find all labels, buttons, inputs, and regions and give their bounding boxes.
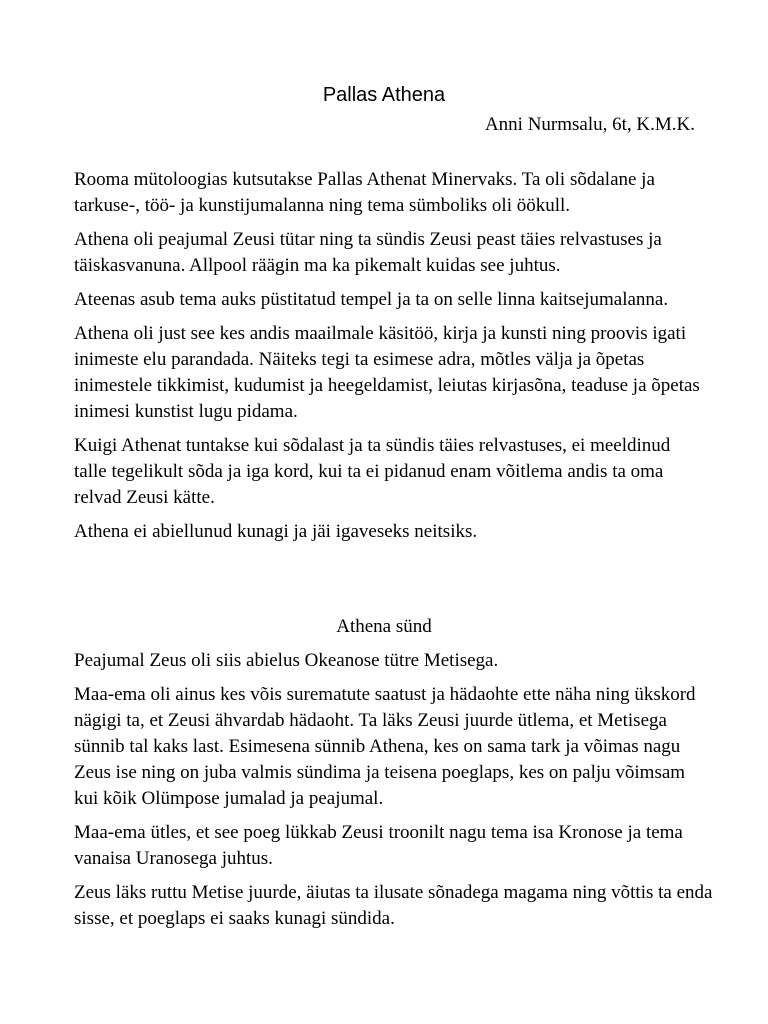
paragraph: Maa-ema oli ainus kes võis surematute saatust ja hädaohte ette näha ning ükskord nägigi ta, et Zeusi ähvardab hädaoht. Ta läks Zeusi juurde ütlema, et Metisega sünnib tal kaks last. Esimesena sünnib Athena, kes on sama tark ja võimas nagu Zeus ise ning on juba valmis sündima ja teisena poeglaps, kes on palju võimsam kui kõik Olümpose jumalad ja peajumal. <box>74 684 696 809</box>
paragraph: Maa-ema ütles, et see poeg lükkab Zeusi troonilt nagu tema isa Kronose ja tema vanaisa Uranosega juhtus. <box>74 822 683 869</box>
paragraph: Athena oli peajumal Zeusi tütar ning ta sündis Zeusi peast täies relvastuses ja täiskasvanuna. Allpool räägin ma ka pikemalt kuidas see juhtus. <box>74 229 662 276</box>
intro-section <box>74 167 704 553</box>
birth-section <box>74 648 714 940</box>
section-heading: Athena sünd <box>336 616 432 637</box>
paragraph: Rooma mütoloogias kutsutakse Pallas Athenat Minervaks. Ta oli sõdalane ja tarkuse-, töö- ja kunstijumalanna ning tema sümboliks oli öökull. <box>74 169 655 216</box>
author-line: Anni Nurmsalu, 6t, K.M.K. <box>484 114 695 135</box>
paragraph: Peajumal Zeus oli siis abielus Okeanose tütre Metisega. <box>74 650 499 671</box>
paragraph: Athena oli just see kes andis maailmale käsitöö, kirja ja kunsti ning proovis igati inimeste elu parandada. Näiteks tegi ta esimese adra, mõtles välja ja õpetas inimestele tikkimist, kudumist ja heegeldamist, leiutas kirjasõna, teaduse ja õpetas inimesi kunstist lugu pidama. <box>74 323 700 422</box>
document-title: Pallas Athena <box>322 84 446 106</box>
paragraph: Athena ei abiellunud kunagi ja jäi igaveseks neitsiks. <box>74 521 478 542</box>
paragraph: Zeus läks ruttu Metise juurde, äiutas ta ilusate sõnadega magama ning võttis ta enda sisse, et poeglaps ei saaks kunagi sündida. <box>74 882 713 929</box>
paragraph: Kuigi Athenat tuntakse kui sõdalast ja ta sündis täies relvastuses, ei meeldinud talle tegelikult sõda ja iga kord, kui ta ei pidanud enam võitlema andis ta oma relvad Zeusi kätte. <box>74 435 671 508</box>
paragraph: Ateenas asub tema auks püstitatud tempel ja ta on selle linna kaitsejumalanna. <box>74 289 669 310</box>
